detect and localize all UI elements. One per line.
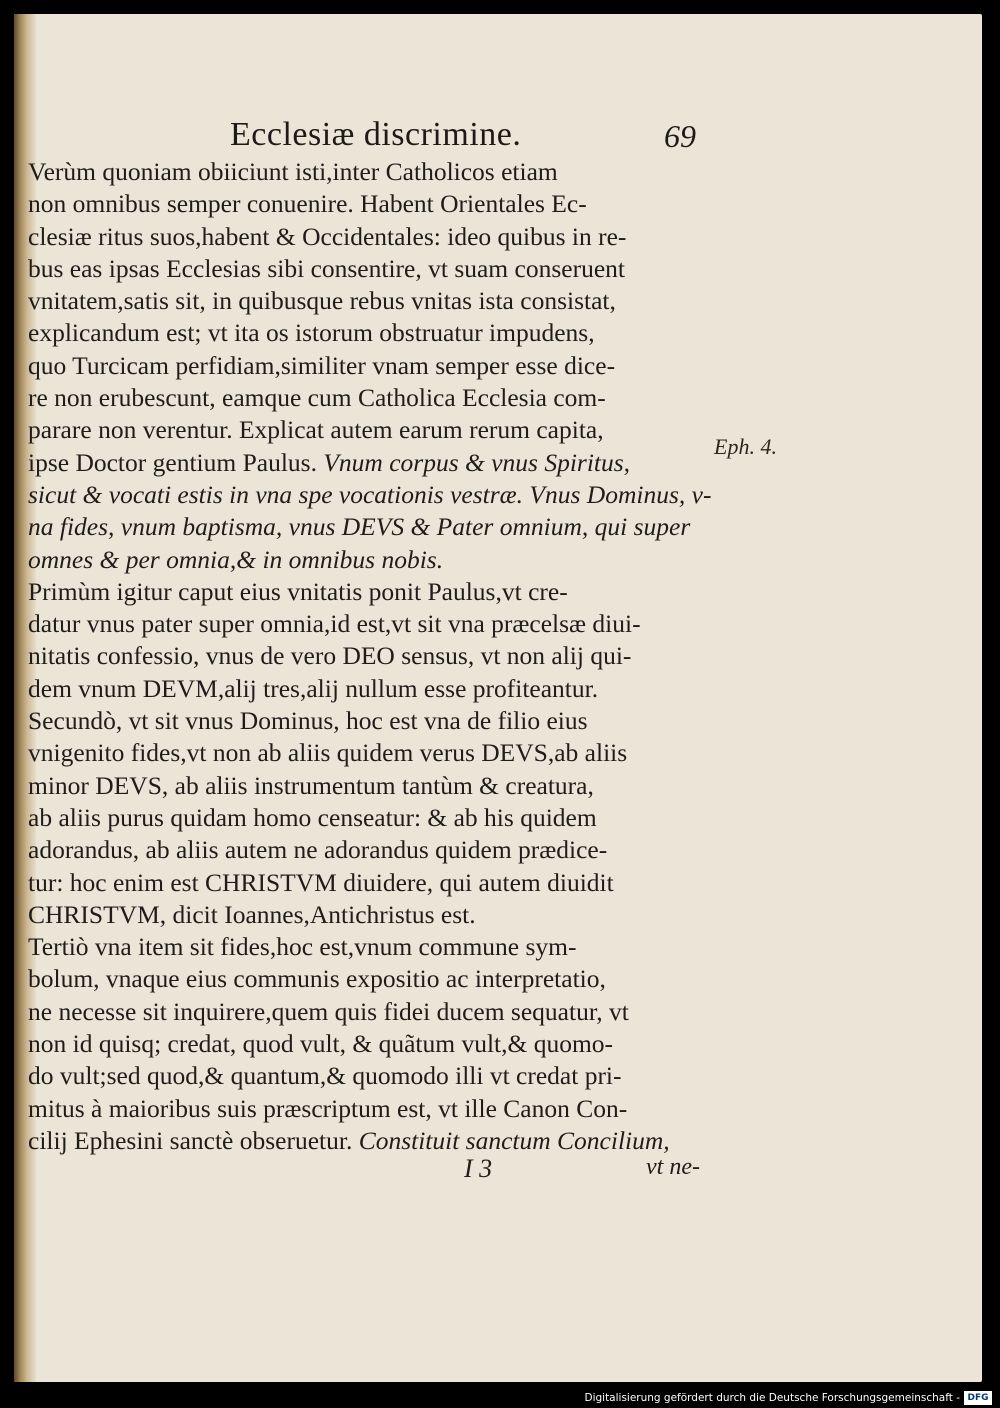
text-line (28, 188, 728, 220)
catchword: vt ne- (646, 1154, 700, 1180)
text-line (28, 867, 728, 899)
text-line (28, 640, 728, 672)
line-text: quo Turcicam perfidiam,similiter vnam semper esse dice- (28, 350, 616, 380)
line-text: ne necesse sit inquirere,quem quis fidei ducem sequatur, vt (28, 996, 629, 1026)
text-line (28, 770, 728, 802)
line-text: Verùm quoniam obiiciunt isti,inter Catholicos etiam (28, 157, 558, 186)
line-text: re non erubescunt, eamque cum Catholica Ecclesia com- (28, 383, 606, 413)
line-text: Tertiò vna item sit fides,hoc est,vnum commune sym- (28, 932, 577, 962)
text-line (28, 511, 728, 543)
book-page (14, 14, 982, 1382)
text-line (28, 447, 728, 479)
text-line (28, 350, 728, 382)
line-text: ab aliis purus quidam homo censeatur: & ab his quidem (28, 802, 597, 832)
text-line (28, 414, 728, 446)
line-text: CHRISTVM, dicit Ioannes,Antichristus est. (28, 899, 476, 929)
quotation-text: omnes & per omnia,& in omnibus nobis. (28, 544, 444, 574)
text-line (28, 382, 728, 414)
quotation-text: Constituit sanctum Concilium, (358, 1125, 670, 1155)
text-line (28, 1125, 728, 1157)
text-line (28, 899, 728, 931)
margin-note: Eph. 4. (714, 434, 777, 459)
line-text: ipse Doctor gentium Paulus. (28, 447, 324, 477)
text-line (28, 221, 728, 253)
text-line (28, 705, 728, 737)
page-number: 69 (664, 118, 696, 154)
line-text: cilij Ephesini sanctè obseruetur. (28, 1125, 359, 1155)
text-line (28, 317, 728, 349)
line-text: non omnibus semper conuenire. Habent Orientales Ec- (28, 189, 587, 219)
text-line (28, 1060, 728, 1092)
line-text: dem vnum DEVM,alij tres,alij nullum esse profiteantur. (28, 673, 599, 703)
text-line (28, 608, 728, 640)
line-text: Primùm igitur caput eius vnitatis ponit Paulus,vt cre- (28, 576, 568, 606)
text-line (28, 1028, 728, 1060)
text-line (28, 931, 728, 963)
signature-mark: I 3 (464, 1154, 493, 1183)
text-line (28, 996, 728, 1028)
line-text: mitus à maioribus suis præscriptum est, vt ille Canon Con- (28, 1093, 628, 1123)
text-line (28, 544, 728, 576)
quotation-text: na fides, vnum baptisma, vnus DEVS & Pater omnium, qui super (28, 512, 691, 542)
quotation-text: Vnum corpus & vnus Spiritus, (323, 447, 631, 477)
line-text: minor DEVS, ab aliis instrumentum tantùm & creatura, (28, 770, 594, 800)
text-line (28, 253, 728, 285)
text-line (28, 1093, 728, 1125)
text-line (28, 479, 728, 511)
text-line (28, 156, 728, 188)
line-text: datur vnus pater super omnia,id est,vt sit vna præcelsæ diui- (28, 609, 641, 639)
body-text (28, 156, 728, 1157)
line-text: do vult;sed quod,& quantum,& quomodo illi vt credat pri- (28, 1061, 622, 1091)
text-line (28, 834, 728, 866)
line-text: explicandum est; vt ita os istorum obstruatur impudens, (28, 318, 595, 348)
text-line (28, 802, 728, 834)
line-text: adorandus, ab aliis autem ne adorandus quidem prædice- (28, 835, 608, 865)
text-line (28, 673, 728, 705)
text-line (28, 737, 728, 769)
running-head: Ecclesiæ discrimine. (230, 116, 522, 153)
line-text: nitatis confessio, vnus de vero DEO sensus, vt non alij qui- (28, 641, 632, 671)
text-line (28, 963, 728, 995)
line-text: Secundò, vt sit vnus Dominus, hoc est vna de filio eius (28, 706, 588, 736)
line-text: non id quisq; credat, quod vult, & quãtum vult,& quomo- (28, 1029, 614, 1059)
quotation-text: sicut & vocati estis in vna spe vocationis vestræ. Vnus Dominus, v- (28, 479, 712, 509)
line-text: clesiæ ritus suos,habent & Occidentales: ideo quibus in re- (28, 221, 627, 251)
dfg-logo: DFG (964, 1391, 992, 1405)
text-line (28, 285, 728, 317)
line-text: parare non verentur. Explicat autem earum rerum capita, (28, 415, 604, 445)
line-text: vnigenito fides,vt non ab aliis quidem verus DEVS,ab aliis (28, 738, 628, 768)
line-text: vnitatem,satis sit, in quibusque rebus vnitas ista consistat, (28, 286, 616, 316)
line-text: tur: hoc enim est CHRISTVM diuidere, qui autem diuidit (28, 867, 614, 897)
line-text: bus eas ipsas Ecclesias sibi consentire, vt suam conseruent (28, 253, 625, 283)
text-line (28, 576, 728, 608)
line-text: bolum, vnaque eius communis expositio ac interpretatio, (28, 964, 606, 994)
digitization-credit: Digitalisierung gefördert durch die Deutsche Forschungsgemeinschaft - (584, 1392, 960, 1404)
